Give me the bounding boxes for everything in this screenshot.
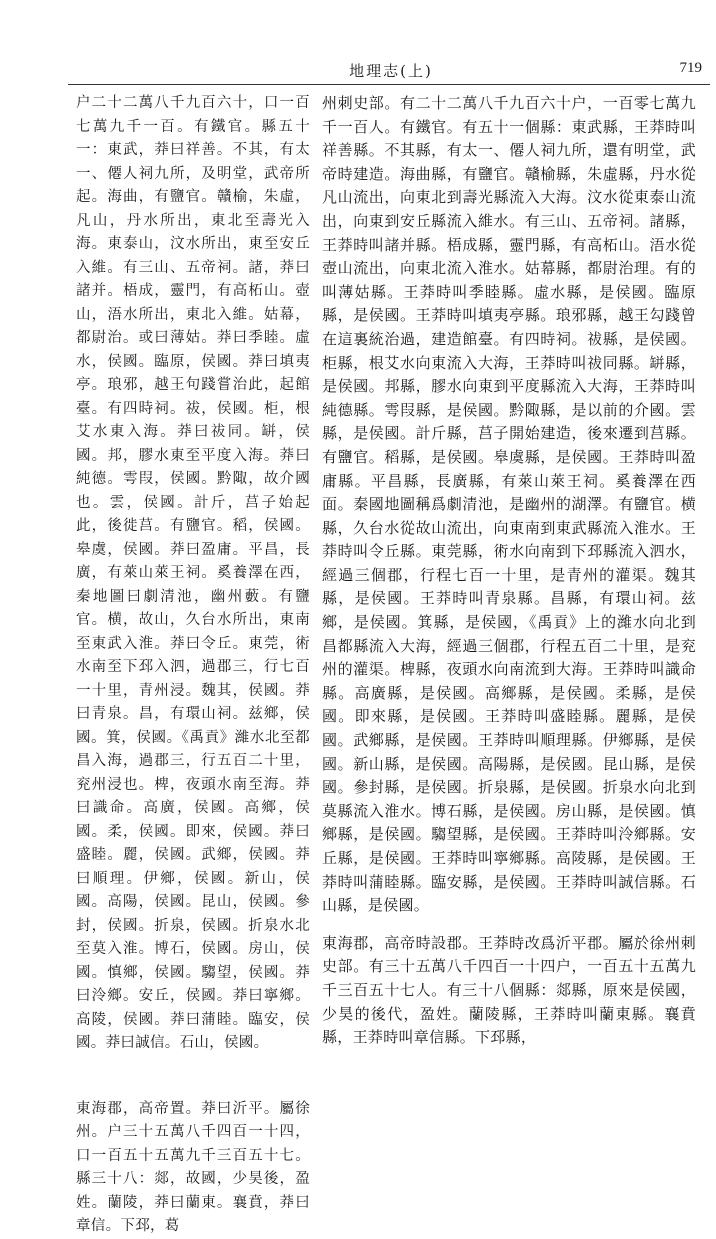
translation-column xyxy=(322,92,696,1047)
original-paragraph-langya: 户二十二萬八千九百六十，口一百七萬九千一百。有鐵官。縣五十一：東武，莽曰祥善。不其，有太一、僊人祠九所，及明堂，武帝所起。海曲，有鹽官。贛榆，朱虛，凡山，丹水所出，東北至壽光入海。東泰山，汶水所出，東至安丘入維。有三山、五帝祠。諸，莽曰諸并。梧成，靈門，有高柘山。壺山，浯水所出，東北入維。姑幕，都尉治。或曰薄姑。莽曰季睦。虛水，侯國。臨原，侯國。莽曰填夷亭。琅邪，越王句踐嘗治此，起館臺。有四時祠。祓，侯國。柜，根艾水東入海。莽曰祓同。缾，侯國。邦，膠水東至平度入海。莽曰純德。雩叚，侯國。黔陬，故介國也。雲，侯國。計斤，莒子始起此，後徙莒。有鹽官。稻，侯國。皋虞，侯國。莽曰盈庸。平昌，長廣，有萊山萊王祠。奚養澤在西，秦地圖曰劇清池，幽州藪。有鹽官。横，故山，久台水所出，東南至東武入淮。莽曰令丘。東莞，術水南至下邳入泗，過郡三，行七百一十里，青州浸。魏其，侯國。莽曰青泉。昌，有環山祠。兹鄉，侯國。箕，侯國。《禹貢》濰水北至都昌入海，過郡三，行五百二十里，兖州浸也。椑，夜頭水南至海。莽曰識命。高廣，侯國。高鄉，侯國。柔，侯國。即來，侯國。莽曰盛睦。麗，侯國。武鄉，侯國。莽曰順理。伊鄉，侯國。新山，侯國。高陽，侯國。昆山，侯國。參封，侯國。折泉，侯國。折泉水北至莫入淮。博石，侯國。房山，侯國。慎鄉，侯國。騶望，侯國。莽曰泠鄉。安丘，侯國。莽曰寧鄉。高陵，侯國。莽曰蒲睦。臨安，侯國。莽曰誠信。石山，侯國。 xyxy=(76,95,310,1051)
original-text-column xyxy=(76,92,310,1234)
page-number: 719 xyxy=(679,60,702,76)
header-rule xyxy=(68,84,710,85)
translation-paragraph-donghai: 東海郡，高帝時設郡。王莽時改爲沂平郡。屬於徐州刺史部。有三十五萬八千四百一十四户，一百五十五萬九千三百五十七人。有三十八個縣：郯縣，原來是侯國，少昊的後代，盈姓。蘭陵縣，王莽時叫蘭東縣。襄賁縣，王莽時叫章信縣。下邳縣， xyxy=(322,933,696,1047)
chapter-title: 地理志(上) xyxy=(349,62,433,80)
original-paragraph-donghai: 東海郡，高帝置。莽曰沂平。屬徐州。户三十五萬八千四百一十四，口一百五十五萬九千三百五十七。縣三十八：郯，故國，少昊後，盈姓。蘭陵，莽曰蘭東。襄賁，莽曰章信。下邳，葛 xyxy=(76,1100,310,1234)
running-header xyxy=(76,58,706,82)
translation-paragraph-langya: 州刺史部。有二十二萬八千九百六十户，一百零七萬九千一百人。有鐵官。有五十一個縣：東武縣，王莽時叫祥善縣。不其縣，有太一、僊人祠九所，還有明堂，武帝時建造。海曲縣，有鹽官。贛榆縣，朱虛縣，丹水從凡山流出，向東北到壽光縣流入大海。汶水從東泰山流出，向東到安丘縣流入維水。有三山、五帝祠。諸縣，王莽時叫諸并縣。梧成縣，靈門縣，有高柘山。浯水從壺山流出，向東北流入淮水。姑幕縣，都尉治理。有的叫薄姑縣。王莽時叫季睦縣。虛水縣，是侯國。臨原縣，是侯國。王莽時叫填夷亭縣。琅邪縣，越王勾踐曾在這裏統治過，建造館臺。有四時祠。祓縣，是侯國。柜縣，根艾水向東流入大海，王莽時叫祓同縣。缾縣，是侯國。邦縣，膠水向東到平度縣流入大海，王莽時叫純德縣。雩叚縣，是侯國。黔陬縣，是以前的介國。雲縣，是侯國。計斤縣，莒子開始建造，後來遷到莒縣。有鹽官。稻縣，是侯國。皋虞縣，是侯國。王莽時叫盈庸縣。平昌縣，長廣縣，有萊山萊王祠。奚養澤在西面。秦國地圖稱爲劇清池，是幽州的湖澤。有鹽官。横縣，久台水從故山流出，向東南到東武縣流入淮水。王莽時叫令丘縣。東莞縣，術水向南到下邳縣流入泗水，經過三個郡，行程七百一十里，是青州的灌渠。魏其縣，是侯國。王莽時叫青泉縣。昌縣，有環山祠。兹鄉，是侯國。箕縣，是侯國，《禹貢》上的濰水向北到昌都縣流入大海，經過三個郡，行程五百二十里，是兖州的灌渠。椑縣，夜頭水向南流到大海。王莽時叫識命縣。高廣縣，是侯國。高鄉縣，是侯國。柔縣，是侯國。即來縣，是侯國。王莽時叫盛睦縣。麗縣，是侯國。武鄉縣，是侯國。王莽時叫順理縣。伊鄉縣，是侯國。新山縣，是侯國。高陽縣，是侯國。昆山縣，是侯國。參封縣，是侯國。折泉縣，是侯國。折泉水向北到莫縣流入淮水。博石縣，是侯國。房山縣，是侯國。慎鄉縣，是侯國。騶望縣，是侯國。王莽時叫泠鄉縣。安丘縣，是侯國。王莽時叫寧鄉縣。高陵縣，是侯國。王莽時叫蒲睦縣。臨安縣，是侯國。王莽時叫誠信縣。石山縣，是侯國。 xyxy=(322,94,696,915)
